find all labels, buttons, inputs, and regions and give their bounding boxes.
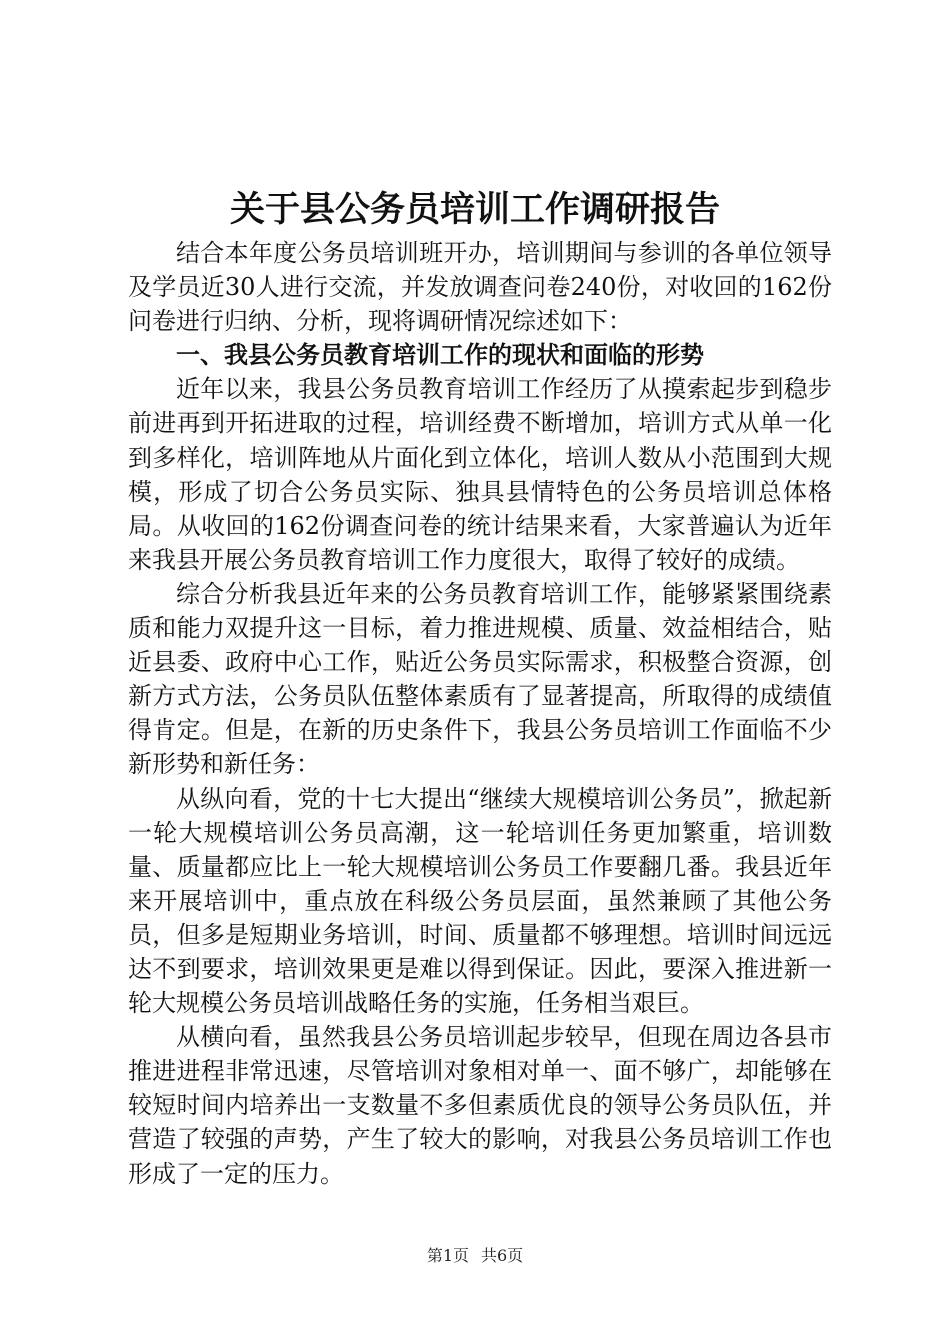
page-total: 共6页 (481, 1246, 524, 1265)
body-paragraph-status: 近年以来，我县公务员教育培训工作经历了从摸索起步到稳步前进再到开拓进取的过程，培训经费不断增加，培训方式从单一化到多样化，培训阵地从片面化到立体化，培训人数从小范围到大规模，形成了切合公务员实际、独具县情特色的公务员培训总体格局。从收回的162份调查问卷的统计结果来看，大家普遍认为近年来我县开展公务员教育培训工作力度很大，取得了较好的成绩。 (128, 375, 832, 574)
document-title: 关于县公务员培训工作调研报告 (229, 189, 720, 230)
section-heading-1: 一、我县公务员教育培训工作的现状和面临的形势 (176, 340, 704, 370)
body-paragraph-horizontal: 从横向看，虽然我县公务员培训起步较早，但现在周边各县市推进进程非常迅速，尽管培训对象相对单一、面不够广，却能够在较短时间内培养出一支数量不多但素质优良的领导公务员队伍，并营造了较强的声势，产生了较大的影响，对我县公务员培训工作也形成了一定的压力。 (128, 1023, 832, 1188)
page-footer (0, 1244, 950, 1268)
body-paragraph-analysis: 综合分析我县近年来的公务员教育培训工作，能够紧紧围绕素质和能力双提升这一目标，着力推进规模、质量、效益相结合，贴近县委、政府中心工作，贴近公务员实际需求，积极整合资源，创新方式方法，公务员队伍整体素质有了显著提高，所取得的成绩值得肯定。但是，在新的历史条件下，我县公务员培训工作面临不少新形势和新任务： (128, 579, 832, 779)
body-paragraph-vertical: 从纵向看，党的十七大提出“继续大规模培训公务员”，掀起新一轮大规模培训公务员高潮，这一轮培训任务更加繁重，培训数量、质量都应比上一轮大规模培训公务员工作要翻几番。我县近年来开展培训中，重点放在科级公务员层面，虽然兼顾了其他公务员，但多是短期业务培训，时间、质量都不够理想。培训时间远远达不到要求，培训效果更是难以得到保证。因此，要深入推进新一轮大规模公务员培训战略任务的实施，任务相当艰巨。 (128, 784, 832, 1018)
document-body (128, 236, 832, 1191)
page-number: 第1页 (426, 1246, 469, 1265)
intro-paragraph: 结合本年度公务员培训班开办，培训期间与参训的各单位领导及学员近30人进行交流，并发放调查问卷240份，对收回的162份问卷进行归纳、分析，现将调研情况综述如下： (128, 239, 832, 336)
